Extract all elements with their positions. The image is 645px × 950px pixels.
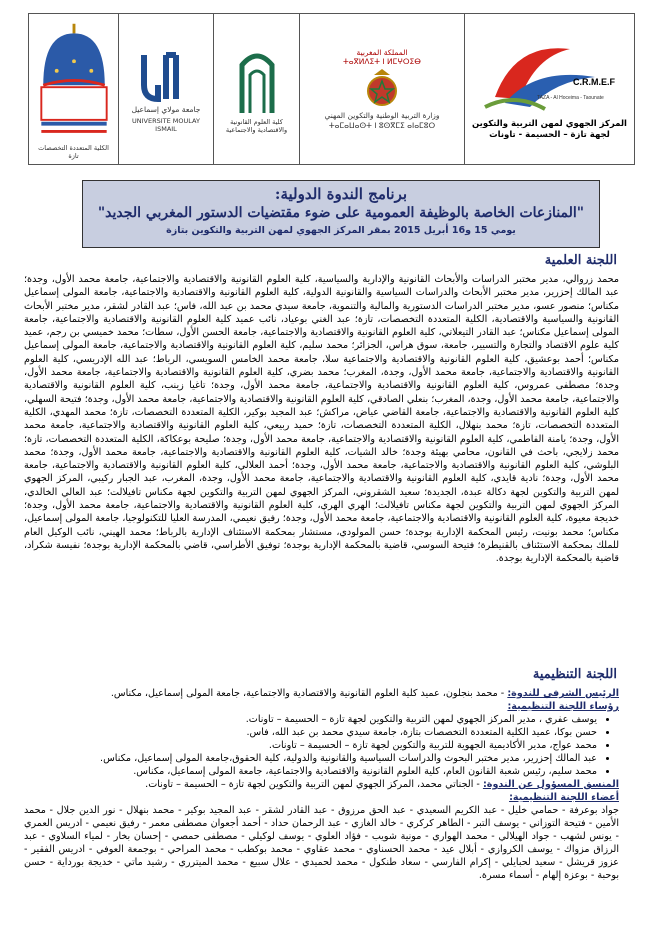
list-item: • محمد سليم، رئيس شعبة القانون العام، كلية العلوم القانونية والاقتصادية والاجتماعية، جامعة المولى إسماعيل، مكناس. [24,765,597,778]
ministry-name: وزارة التربية الوطنية والتكوين المهني [324,111,440,120]
list-item: • يوسف عفري ، مدير المركز الجهوي لمهن التربية والتكوين لجهة تازة – الحسيمة – تاونات. [24,713,597,726]
polytech-logo-cell [29,14,118,164]
ministry-tifinagh-1: ⵜⴰⴳⵍⴷⵉⵜ ⵏ ⵍⵎⵖⵔⵉⴱ [343,57,421,67]
logo-strip [28,13,635,165]
title-line-2: "المنازعات الخاصة بالوظيفة العمومية على ضوء مقتضيات الدستور المغربي الجديد" [97,205,585,221]
honorary-value: - محمد بنجلون، عميد كلية العلوم القانونية والاقتصادية والاجتماعية، جامعة المولى إسماعيل، مكناس. [110,688,505,699]
scientific-committee-text: محمد زروالي، مدير مختبر الدراسات والأبحاث القانونية والإدارية والسياسية، كلية العلوم القانونية والاقتصادية والاجتماعية، جامعة محمد الأول، وجدة؛ عبد المالك إحزرير، مدير مختبر الأبحاث والدراسات السياسية والقانونية الدولية، كلية العلوم القانونية والاقتصادية والاجتماعية، جامعة المولى إسماعيل مكناس؛ منصور عسو، مدير مختبر الدراسات الدستورية والمالية والتنموية، جامعة سيدي محمد بن عبد الله، فاس؛ عبد القادر لشقر، مدير مختبر الأبحاث القانونية والسياسية والاقتصادية، الكلية المتعددة التخصصات، تازة؛ عبد الغني بوعياد، نائب عميد كلية العلوم القانونية والاقتصادية والاجتماعية، جامعة المولى إسماعيل مكناس؛ عبد القادر التيعلاتي، كلية العلوم القانونية والاقتصادية والاجتماعية، جامعة الحسن الأول، سطات؛ محمد خميسي بن رجم، عميد كلية علوم الاقتصاد والتجارة والتسيير، جامعة، سوق هراس، الجزائر؛ محمد سليم، كلية العلوم القانونية والاقتصادية والاجتماعية، جامعة المولى إسماعيل مكناس؛ أحمد بوعشيق، كلية العلوم القانونية والاقتصادية والاجتماعية سلا، جامعة محمد الخامس السويسي، الرباط؛ عبد الله الإدريسي، كلية العلوم القانونية والاقتصادية والاجتماعية، جامعة محمد الأول، وجدة، المغرب؛ محمد بضري، كلية العلوم القانونية والاقتصادية والاجتماعية، جامعة محمد الأول، وجدة؛ مصطفى عمروس، كلية العلوم القانونية والاقتصادية والاجتماعية، جامعة محمد الأول، وجدة؛ تاغيا زينب، كلية العلوم القانونية والاقتصادية والاجتماعية، جامعة محمد الأول، وجدة، المغرب؛ بنعلي الصادقي، كلية العلوم القانونية والاقتصادية والاجتماعية، جامعة محمد الأول، وجدة؛ فتيحة السهلي، كلية العلوم القانونية والاقتصادية والاجتماعية، جامعة القاضي عياض، مراكش؛ عبد المجيد بوكير، الكلية المتعددة التخصصات، تازة؛ محمد المهدي، الكلية المتعددة التخصصات، تازة؛ محمد بنهلال، الكلية المتعددة التخصصات، تازة؛ حميد ربيعي، كلية العلوم القانونية والاقتصادية والاجتماعية، جامعة محمد الأول، وجدة؛ يامنة الفاطمي، كلية العلوم القانونية والاقتصادية والاجتماعية، جامعة محمد الأول، وجدة؛ صليحة بوعكاكة، الكلية المتعددة التخصصات، تازة؛ محمد زلايجي، باحث في القانون، محامي بهيئة وجدة؛ خالد الشيات، كلية العلوم القانونية والاقتصادية والاجتماعية، جامعة محمد الأول، وجدة؛ محمد البلوشي، كلية العلوم القانونية والاقتصادية والاجتماعية، جامعة محمد الأول، وجدة؛ أحمد العلالي، كلية العلوم القانونية والاقتصادية والاجتماعية، جامعة محمد الأول، وجدة؛ نادية قايدي، كلية العلوم القانونية والاقتصادية والاجتماعية، جامعة محمد الأول، وجدة، المغرب، عبد الجبار ركيبي، المركز الجهوي لمهن التربية والتكوين لجهة دكالة عبدة، الجديدة؛ سعيد الشقروني، المركز الجهوي لمهن التربية والتكوين لجهة مكناس تافيلالت؛ عبد العالي الخالدي، المركز الجهوي لمهن التربية والتكوين لجهة مكناس تافيلالت؛ الهري الهري، كلية العلوم القانونية والاقتصادية والاجتماعية، جامعة محمد الأول، وجدة؛ خديجة معيوة، كلية العلوم القانونية والاقتصادية والاجتماعية، جامعة محمد الأول، وجدة؛ رفيق نعيمي، المدرسة العليا للتكنولوجيا، جامعة المولى إسماعيل، مكناس؛ محمد بونيت، رئيس المحكمة الإدارية بوجدة؛ حسن المولودي، مستشار بمحكمة الاستئناف الإدارية بالرباط؛ محمد الهيني، نائب الوكيل العام للملك بمحكمة الاستئناف بالقنيطرة؛ فتيحة السوسي، قاضية بالمحكمة الإدارية بوجدة؛ توفيق الأطراسي، قاضي بالمحكمة الإدارية بوجدة؛ نفيسة شكراد، قاضية بالمحكمة الإدارية بوجدة. [24,274,619,565]
organizing-committee [24,687,619,882]
coordinator-label: المنسق المسؤول عن الندوة: [482,779,619,790]
ministry-logo-cell [299,14,464,164]
list-item: • عبد المالك إحزرير، مدير مختبر البحوث والدراسات السياسية والقانونية والدولية، كلية الحقوق،جامعة المولى إسماعيل، مكناس. [24,752,597,765]
honorary-president [24,687,619,700]
honorary-label: الرئيس الشرفي للندوة: [507,688,619,699]
list-item: • محمد عواج، مدير الأكاديمية الجهوية للتربية والتكوين لجهة تازة – الحسيمة – تاونات. [24,739,597,752]
umi-latin: UNIVERSITE MOULAY ISMAIL [132,117,200,134]
ministry-kingdom: المملكة المغربية [356,47,408,57]
list-item: • حسن بوكا، عميد الكلية المتعددة التخصصات بتازة، جامعة سيدي محمد بن عبد الله، فاس. [24,726,597,739]
faculty-name: كلية العلوم القانونية والاقتصادية والاجتماعية [225,117,288,134]
crmef-logo-cell [464,14,634,164]
coordinator-value: - الجناتي محمد، المركز الجهوي لمهن التربية والتكوين لجهة تازة – الحسيمة – تاونات. [145,779,480,790]
conference-title-box [82,180,600,248]
crmef-logo [475,37,625,115]
title-line-3: يومي 15 و16 أبريل 2015 بمقر المركز الجهوي لمهن التربية والتكوين بتازة [166,225,516,236]
polytech-name: الكلية المتعددة التخصصات تازة [38,144,109,160]
faculty-building-icon [232,45,282,115]
members-text: جواد بوعرفة - حمامي خليل - عبد الكريم السعيدي - عبد الحق مرزوق - عبد القادر لشقر - عبد المجيد بوكير - محمد بنهلال - نور الدين جلال - محمد الأمين - فتيحة التوزاني - يوسف التبر - الطاهر كركري - خالد الغازي - عبد الرحمان حداد - أحمد أجعوان مصطفى معمر - رفيق نعيمي - ادريس العمري - يونس لشهب - جواد الهيلالي - محمد الهواري - مونية شويب - فؤاد العلوي - يوسف لوكيلي - مصطفى حمصي - إحسان بخار - لمياء السلاوي - عبد الرزاق مزواك - يوسف الكروازي - أبلال عيد - محمد الحسناوي - محمد عقاوي - محمد بوكطب - محمد المراحي - بوجمعة العوفي - ادريس الفقير - عزوز قريشل - سعيد لحبايلي - إكرام الفارسي - سعاد طنكول - محمد لحميدي - علال سبيع - محمد الميترري - رشيد ماتي - خديجة بورداية - حسن بوحبة - بوعزة إلهام - أسماء مسرة. [24,805,619,881]
umi-logo-icon [136,45,196,105]
coordinator [24,778,619,791]
coat-of-arms-icon [360,67,404,111]
faculty-logo-cell [213,14,299,164]
organizing-committee-heading: اللجنة التنظيمية [532,667,617,682]
umi-name: جامعة مولاي إسماعيل [131,104,201,114]
crmef-name: المركز الجهوي لمهن التربية والتكوين لجهة تازة – الحسيمة - تاونات [472,119,627,140]
title-line-1: برنامج الندوة الدولية: [274,185,408,203]
umi-logo-cell [118,14,213,164]
crmef-short: C.R.M.E.F [572,77,615,88]
crmef-region: TAZA - Al Hoceima - Taounate [536,95,604,102]
chairs-label: رؤساء اللجنة التنظيمية: [507,701,619,712]
chairs-list [24,713,619,778]
members-label: أعضاء اللجنة التنظيمية: [509,792,619,803]
scientific-committee-heading: اللجنة العلمية [544,253,617,268]
dome-logo-icon [36,18,112,141]
ministry-tifinagh-2: ⵜⴰⵎⴰⵡⴰⵙⵜ ⵏ ⵓⵙⴳⵎⵉ ⴰⵏⴰⵎⵓⵔ [328,120,436,130]
